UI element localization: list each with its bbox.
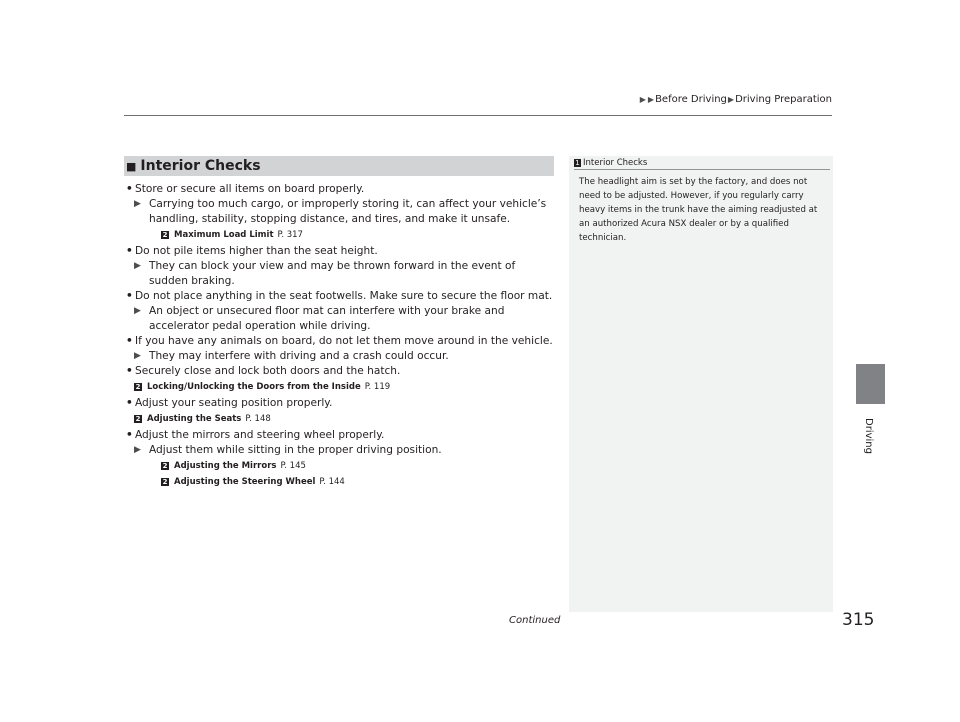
reference-title: Adjusting the Seats (147, 414, 242, 424)
sidebar-note (569, 156, 833, 612)
reference-icon: 2 (135, 383, 141, 391)
reference-icon: 2 (162, 462, 168, 470)
list-item (126, 244, 556, 259)
sidebar-note-header (574, 156, 830, 170)
reference-page: P. 119 (364, 382, 391, 392)
item-text: Adjust your seating position properly. (135, 397, 333, 409)
breadcrumb-arrow-icon: ▶ (639, 95, 646, 104)
list-item (126, 289, 556, 304)
list-item (126, 182, 556, 197)
bullet-icon: • (126, 335, 133, 347)
reference-title: Maximum Load Limit (174, 230, 274, 240)
sub-item-text: They can block your view and may be thrown forward in the event of sudden braking. (149, 260, 516, 287)
reference-title: Locking/Unlocking the Doors from the Inside (147, 382, 361, 392)
sub-item (126, 304, 556, 334)
reference-icon: 2 (135, 415, 141, 423)
breadcrumb-arrow-icon: ▶ (727, 95, 735, 104)
header-rule (124, 115, 832, 116)
section-header (124, 156, 554, 176)
sub-item (126, 197, 556, 227)
page-number: 315 (842, 610, 875, 630)
breadcrumb-item-driving-preparation[interactable]: Driving Preparation (735, 94, 832, 105)
sub-item (126, 349, 556, 364)
bullet-icon: • (126, 183, 133, 195)
chapter-tab (856, 364, 885, 404)
sub-arrow-icon: ▶ (134, 261, 141, 271)
reference-page: P. 317 (277, 230, 303, 240)
bullet-icon: • (126, 365, 133, 377)
item-text: Do not place anything in the seat footwells. Make sure to secure the floor mat. (135, 290, 553, 302)
continued-label: Continued (509, 615, 561, 626)
reference-title: Adjusting the Mirrors (174, 461, 277, 471)
reference-title: Adjusting the Steering Wheel (174, 477, 316, 487)
bullet-icon: • (126, 290, 133, 302)
reference-icon: 2 (162, 231, 168, 239)
item-text: If you have any animals on board, do not let them move around in the vehicle. (135, 335, 553, 347)
item-text: Store or secure all items on board properly. (135, 183, 365, 195)
item-text: Securely close and lock both doors and the hatch. (135, 365, 401, 377)
bullet-icon: • (126, 245, 133, 257)
cross-reference-link[interactable] (126, 459, 556, 473)
sub-arrow-icon: ▶ (134, 445, 141, 455)
breadcrumb-arrow-icon: ▶ (647, 95, 655, 104)
reference-icon: 2 (162, 478, 168, 486)
item-text: Do not pile items higher than the seat height. (135, 245, 378, 257)
breadcrumb-item-before-driving[interactable]: Before Driving (655, 94, 727, 105)
reference-page: P. 145 (280, 461, 306, 471)
sidebar-note-body: The headlight aim is set by the factory, and does not need to be adjusted. However, if you regularly carry heavy items in the trunk have the aiming readjusted at an authorized Acura NSX dealer or by a qualified technician. (579, 177, 818, 243)
sub-item-text: An object or unsecured floor mat can interfere with your brake and accelerator pedal operation while driving. (149, 305, 505, 332)
list-item (126, 364, 556, 379)
checklist (126, 182, 556, 491)
cross-reference-link[interactable] (126, 380, 556, 394)
sub-item (126, 259, 556, 289)
sub-arrow-icon: ▶ (134, 199, 141, 209)
sub-item-text: Adjust them while sitting in the proper driving position. (149, 444, 442, 456)
sub-arrow-icon: ▶ (134, 351, 141, 361)
section-square-icon: ■ (126, 159, 137, 173)
list-item (126, 334, 556, 349)
list-item (126, 396, 556, 411)
sub-item (126, 443, 556, 458)
breadcrumb (639, 94, 832, 105)
cross-reference-link[interactable] (126, 475, 556, 489)
sidebar-note-title: Interior Checks (583, 157, 648, 168)
chapter-label: Driving (863, 418, 874, 454)
reference-page: P. 148 (245, 414, 271, 424)
cross-reference-link[interactable] (126, 412, 556, 426)
reference-page: P. 144 (319, 477, 345, 487)
sub-item-text: They may interfere with driving and a crash could occur. (149, 350, 449, 362)
bullet-icon: • (126, 429, 133, 441)
list-item (126, 428, 556, 443)
item-text: Adjust the mirrors and steering wheel properly. (135, 429, 385, 441)
bullet-icon: • (126, 397, 133, 409)
sub-arrow-icon: ▶ (134, 306, 141, 316)
cross-reference-link[interactable] (126, 228, 556, 242)
sub-item-text: Carrying too much cargo, or improperly storing it, can affect your vehicle’s handling, stability, stopping distance, and tires, and make it unsafe. (149, 198, 547, 225)
section-title: Interior Checks (140, 158, 261, 174)
note-marker-icon: 1 (575, 158, 580, 167)
